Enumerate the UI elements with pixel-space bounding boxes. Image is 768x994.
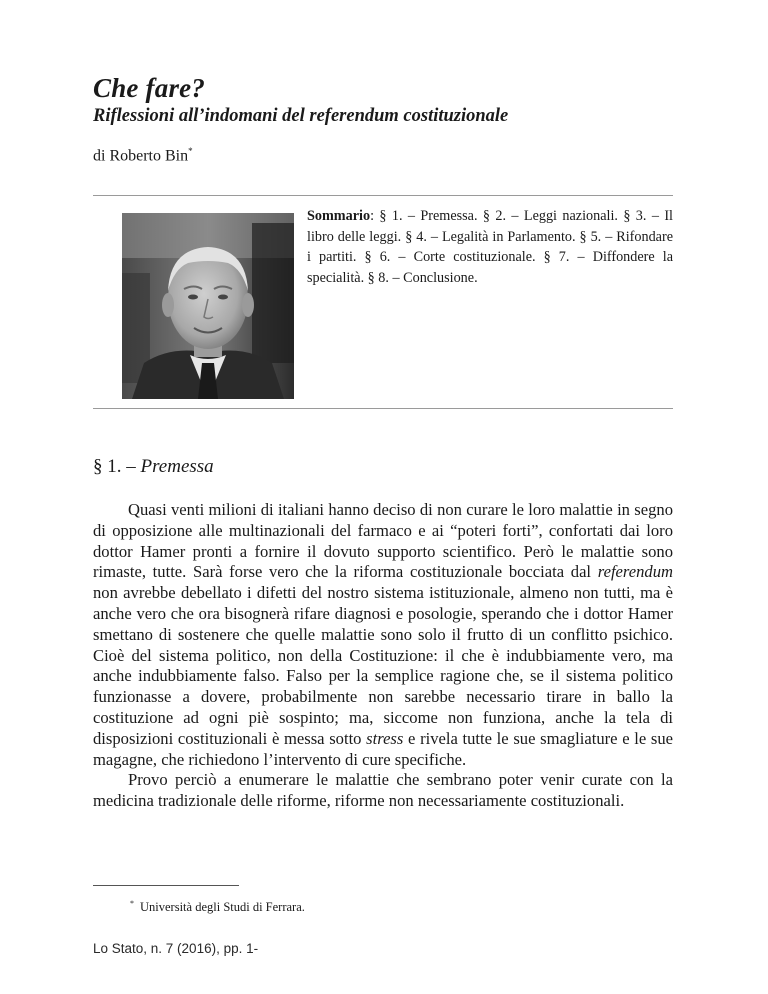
summary-bottom-rule [93,408,673,409]
author-byline [93,146,193,165]
body-paragraph-1 [93,500,673,770]
summary-text: : § 1. – Premessa. § 2. – Leggi nazionali. § 3. – Il libro delle leggi. § 4. – Legalità in Parlamento. § 5. – Rifondare i partiti. § 6. – Corte costituzionale. § 7. – Diffondere la specialità. § 8. – Conclusione. [307,208,673,286]
body-paragraph-2: Provo perciò a enumerare le malattie che sembrano poter venir curate con la medicina tradizionale delle riforme, riforme non necessariamente costituzionali. [93,770,673,811]
body-emphasis: stress [366,728,404,748]
summary-label: Sommario [307,208,371,224]
body-text: non avrebbe debellato i difetti del nostro sistema istituzionale, almeno non tutti, ma è anche vero che ora bisognerà rifare diagnosi e posologie, sperando che i dottor Hamer smettano di sostenere che quelle malattie sono solo il frutto di un conflitto psichico. Cioè del sistema politico, non della Costituzione: il che è indubbiamente vero, ma anche indubbiamente falso. Falso per la semplice ragione che, se il sistema politico funzionasse a dovere, probabilmente non sarebbe necessario tirare in ballo la costituzione ad ogni piè sospinto; ma, siccome non funziona, anche la tela di disposizioni costituzionali è messa sotto [93,583,673,748]
author-name: di Roberto Bin [93,147,189,165]
footnote-marker: * [130,899,134,908]
footnote-text: Università degli Studi di Ferrara. [140,900,305,915]
section-number: § 1. – [93,456,136,477]
summary-abstract [307,206,673,288]
article-body [93,500,673,812]
journal-citation: Lo Stato, n. 7 (2016), pp. 1- [93,941,259,956]
body-text: Quasi venti milioni di italiani hanno deciso di non curare le loro malattie in segno di opposizione alle multinazionali del farmaco e ai “poteri forti”, confortati dai loro dottor Hamer pronti a fornire il dovuto supporto scientifico. Però le malattie sono rimaste, tutte. Sarà forse vero che la riforma costituzionale bocciata dal [93,500,673,582]
author-footnote-marker: * [188,146,193,156]
article-subtitle: Riflessioni all’indomani del referendum costituzionale [93,106,509,126]
body-emphasis: referendum [597,562,673,582]
summary-top-rule [93,195,673,196]
body-text: e rivela tutte le sue smagliature e le sue magagne, che richiedono l’intervento di cure specifiche. [93,728,673,769]
author-photo [122,213,294,399]
footnote [130,899,305,915]
footnote-rule [93,885,239,886]
section-title: Premessa [140,456,214,477]
article-title: Che fare? [93,73,206,103]
section-heading [93,456,214,478]
